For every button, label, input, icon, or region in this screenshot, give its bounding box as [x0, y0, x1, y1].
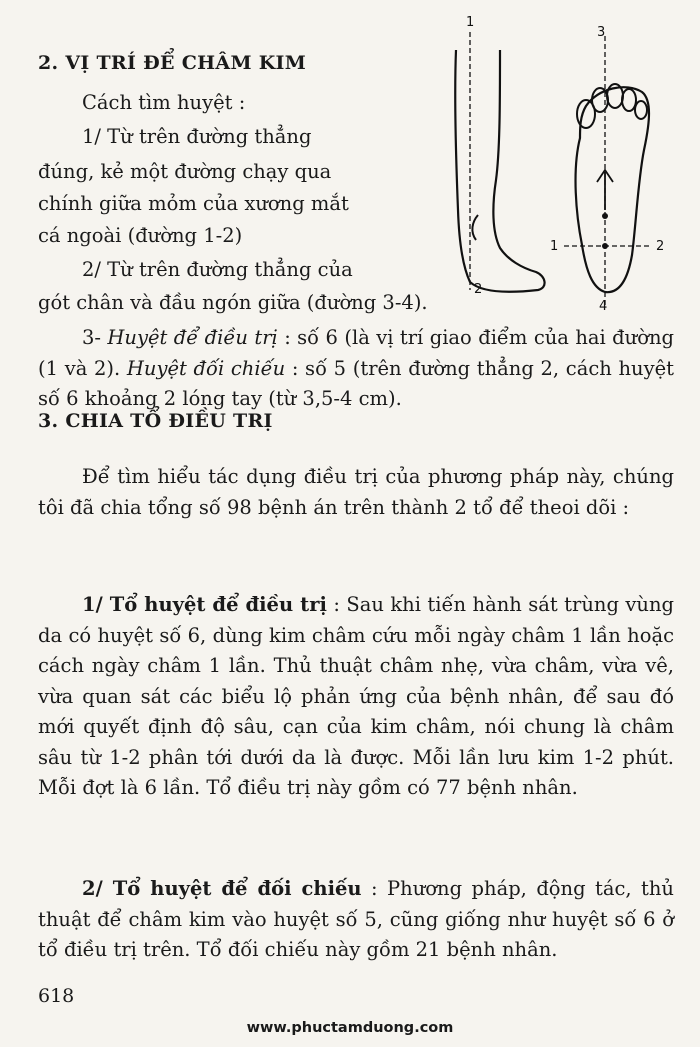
section-3-heading: 3. CHIA TỔ ĐIỀU TRỊ: [38, 410, 273, 432]
step-1-line-3: chính giữa mỏm của xương mắt: [38, 192, 349, 215]
step-2-line-1: 2/ Từ trên đường thẳng của: [82, 258, 353, 281]
group-1-paragraph: [38, 590, 674, 804]
step-3-prefix: 3-: [82, 326, 108, 349]
step-2-line-2: gót chân và đầu ngón giữa (đường 3-4).: [38, 291, 428, 314]
foot-diagram: [400, 10, 690, 315]
step-1-line-4: cá ngoài (đường 1-2): [38, 224, 243, 247]
reference-point-term: Huyệt đối chiếu: [126, 356, 286, 380]
group-2-paragraph: [38, 874, 674, 966]
group-1-text: : Sau khi tiến hành sát trùng vùng da có huyệt số 6, dùng kim châm cứu mỗi ngày châm 1 lần hoặc cách ngày châm 1 lần. Thủ thuật châm nhẹ, vừa châm, vừa vê, vừa quan sát các biểu lộ phản ứng của bệnh nhân, để sau đó mới quyết định độ sâu, cạn của kim châm, nói chung là châm sâu từ 1-2 phân tới dưới da là được. Mỗi lần lưu kim 1-2 phút. Mỗi đợt là 6 lần. Tổ điều trị này gồm có 77 bệnh nhân.: [38, 593, 675, 799]
group-2-title: 2/ Tổ huyệt để đối chiếu: [82, 877, 362, 900]
section-2-heading: 2. VỊ TRÍ ĐỂ CHÂM KIM: [38, 52, 307, 74]
group-1-title: 1/ Tổ huyệt để điều trị: [82, 593, 327, 616]
step-3-text-1: : số 6 (là vị trí giao điểm của hai đường (1 và 2).: [38, 326, 675, 380]
group-2-text: : Phương pháp, động tác, thủ thuật để châm kim vào huyệt số 5, cũng giống như huyệt số 6 ở tổ điều trị trên. Tổ đối chiếu này gồm 21 bệnh nhân.: [38, 877, 674, 961]
step-1-line-2: đúng, kẻ một đường chạy qua: [38, 160, 332, 183]
section-3-intro: Để tìm hiểu tác dụng điều trị của phương pháp này, chúng tôi đã chia tổng số 98 bệnh án trên thành 2 tổ để theoi dõi :: [38, 465, 674, 519]
step-3-text-2: : số 5 (trên đường thẳng 2, cách huyệt số 6 khoảng 2 lóng tay (từ 3,5-4 cm).: [38, 356, 675, 410]
toe-5: [635, 101, 647, 119]
point-6-dot: [602, 243, 608, 249]
step-1-line-1: 1/ Từ trên đường thẳng: [82, 125, 312, 148]
step-3-paragraph: [38, 323, 674, 415]
leg-side-outline: [455, 50, 544, 292]
page-number: 618: [38, 985, 75, 1007]
ankle-bone-outline: [472, 215, 478, 240]
label-right-1: 1: [550, 239, 559, 254]
treatment-point-term: Huyệt để điều trị: [107, 326, 278, 349]
toe-4: [622, 89, 636, 111]
label-1-top: 1: [466, 15, 475, 30]
section-2-intro: Cách tìm huyệt :: [82, 91, 246, 114]
label-3-top: 3: [597, 25, 606, 40]
point-5-dot: [602, 213, 608, 219]
label-4-bottom: 4: [599, 299, 608, 314]
label-right-2: 2: [656, 239, 665, 254]
website-url: www.phuctamduong.com: [246, 1020, 454, 1036]
label-2-bottom: 2: [474, 282, 483, 297]
